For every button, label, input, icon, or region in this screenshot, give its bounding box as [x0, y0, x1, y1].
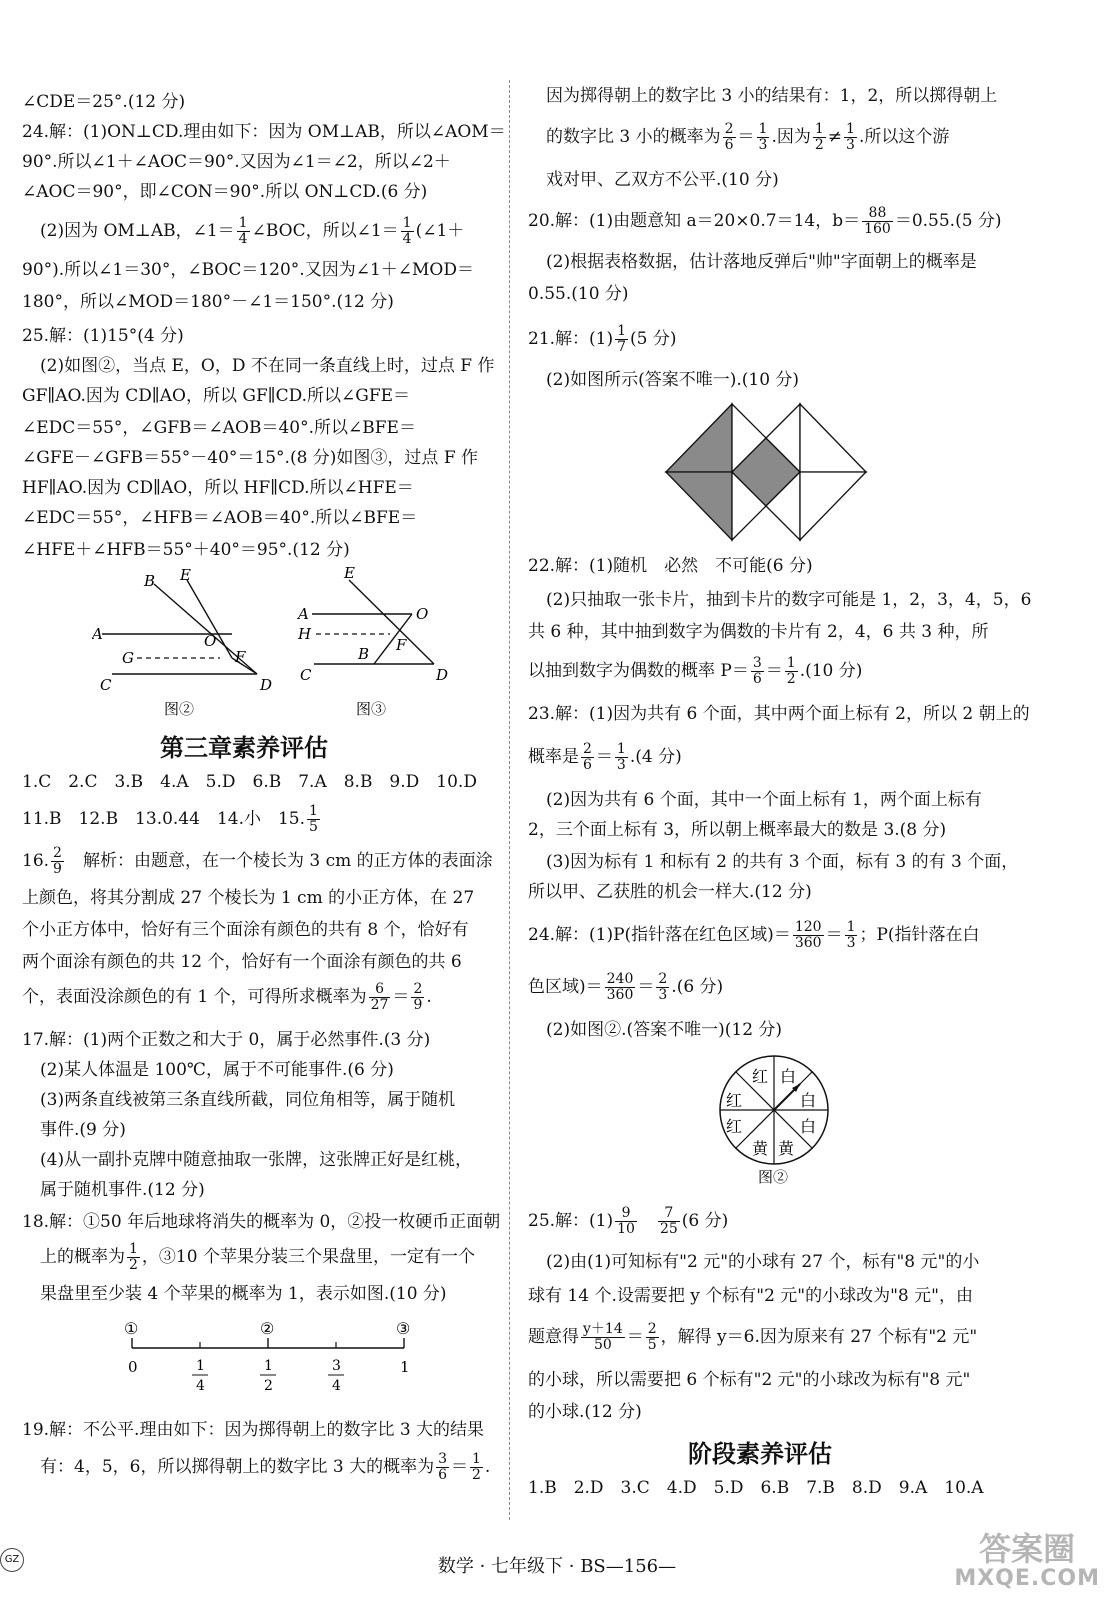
spinner-wheel: [714, 1050, 844, 1188]
fraction: $\frac{2}{3}$: [658, 971, 668, 1003]
q16-line: 个小正方体中，恰好有三个面涂有颜色的共有 8 个，恰好有: [22, 920, 469, 940]
fraction: $\frac{1}{3}$: [758, 121, 768, 153]
column-divider: [509, 80, 510, 1520]
q24-line: (2)因为 OM⊥AB，∠1＝ $\frac{1}{4}$ ∠BOC，所以∠1＝ $\frac{1}{4}$ (∠1＋: [40, 215, 465, 247]
q16-line: 16. $\frac{2}{9}$ 解析：由题意，在一个棱长为 3 cm 的正方体的表面涂: [22, 845, 493, 877]
fraction: $\frac{2}{5}$: [647, 1321, 657, 1353]
label-B: B: [144, 572, 156, 590]
q20-line: 20.解：(1)由题意知 a＝20×0.7＝14，b＝ $\frac{88}{160}$ ＝0.55.(5 分): [528, 205, 1002, 237]
q18-line: 果盘里至少装 4 个苹果的概率为 1，表示如图.(10 分): [40, 1284, 447, 1304]
fraction: $\frac{y+14}{50}$: [583, 1321, 623, 1353]
q25-line: (2)由(1)可知标有"2 元"的小球有 27 个，标有"8 元"的小: [546, 1252, 980, 1272]
q25-line: HF∥AO.因为 CD∥AO，所以 HF∥CD.所以∠HFE＝: [22, 478, 414, 498]
q24-line: 色区域)＝ $\frac{240}{360}$ ＝ $\frac{2}{3}$ .(6 分): [528, 971, 724, 1003]
fraction: $\frac{1}{2}$: [129, 1241, 138, 1273]
label-F: F: [235, 648, 246, 666]
q23-line: 23.解：(1)因为共有 6 个面，其中两个面上标有 2，所以 2 朝上的: [528, 704, 1030, 724]
fraction: $\frac{1}{3}$: [846, 121, 855, 153]
sector-label: 红: [726, 1117, 743, 1136]
q25-line: ∠HFE＋∠HFB＝55°＋40°＝95°.(12 分): [22, 540, 350, 560]
label-E: E: [180, 566, 191, 584]
answer-line: 1.B 2.D 3.C 4.D 5.D 6.B 7.B 8.D 9.A 10.A: [528, 1478, 984, 1498]
text-line: ∠CDE＝25°.(12 分): [22, 92, 186, 112]
q22-line: (2)只抽取一张卡片，抽到卡片的数字可能是 1，2，3，4，5，6: [546, 590, 1032, 610]
tick-label: 1: [400, 1358, 410, 1376]
label-O: O: [416, 605, 429, 623]
sector-label: 黄: [778, 1139, 795, 1158]
q25-line: ∠GFE－∠GFB＝55°－40°＝15°.(8 分)如图③，过点 F 作: [22, 448, 479, 468]
q25-line: 题意得 $\frac{y+14}{50}$ ＝ $\frac{2}{5}$ ，解得 y＝6.因为原来有 27 个标有"2 元": [528, 1321, 978, 1353]
fraction: $\frac{1}{3}$: [846, 919, 856, 951]
q17-line: (4)从一副扑克牌中随意抽取一张牌，这张牌正好是红桃，: [40, 1150, 473, 1170]
q16-line: 上颜色，将其分割成 27 个棱长为 1 cm 的小正方体，在 27: [22, 888, 475, 908]
q23-line: (2)因为共有 6 个面，其中一个面上标有 1，两个面上标有: [546, 790, 982, 810]
q23-line: 概率是 $\frac{2}{6}$ ＝ $\frac{1}{3}$ .(4 分): [528, 741, 682, 773]
fraction: $\frac{2}{9}$: [413, 981, 423, 1013]
number-line: [112, 1316, 422, 1408]
tick-label: 2: [264, 1378, 273, 1394]
q25-line: 25.解：(1) $\frac{9}{10}$ $\frac{7}{25}$ (6 分): [528, 1205, 729, 1237]
q25-line: (2)如图②，当点 E，O，D 不在同一条直线上时，过点 F 作: [40, 356, 495, 376]
shaded-diamond-figure: [662, 398, 882, 548]
tick-label: 4: [332, 1378, 341, 1394]
sector-label: 白: [780, 1067, 797, 1086]
label-C: C: [100, 676, 112, 694]
section-title: 第三章素养评估: [160, 734, 328, 762]
sector-label: 黄: [752, 1139, 769, 1158]
q25-line: ∠EDC＝55°，∠HFB＝∠AOB＝40°.所以∠BFE＝: [22, 508, 418, 528]
fraction: $\frac{9}{10}$: [617, 1205, 635, 1237]
label-H: H: [298, 625, 312, 643]
q17-line: 事件.(9 分): [40, 1120, 126, 1140]
tick-label: 4: [196, 1378, 205, 1394]
marker-2: ②: [260, 1319, 275, 1338]
q19-line: 19.解：不公平.理由如下：因为掷得朝上的数字比 3 大的结果: [22, 1420, 485, 1440]
tick-label: 1: [264, 1358, 273, 1374]
q22-line: 22.解：(1)随机 必然 不可能(6 分): [528, 556, 813, 576]
q22-line: 共 6 种，其中抽到数字为偶数的卡片有 2，4，6 共 3 种，所: [528, 622, 989, 642]
sector-label: 红: [752, 1067, 769, 1086]
label-C: C: [300, 666, 312, 684]
tick-label: 0: [128, 1358, 138, 1376]
fraction: $\frac{88}{160}$: [864, 205, 891, 237]
fraction: $\frac{1}{2}$: [472, 1451, 481, 1483]
fraction: $\frac{2}{6}$: [583, 741, 592, 773]
q19-line: 的数字比 3 小的概率为 $\frac{2}{6}$ ＝ $\frac{1}{3}$ .因为 $\frac{1}{2}$ ≠ $\frac{1}{3}$ .所以这个游: [546, 121, 950, 153]
q21-line: (2)如图所示(答案不唯一).(10 分): [546, 370, 800, 390]
fraction: $\frac{1}{3}$: [616, 741, 626, 773]
q23-line: 2，三个面上标有 3，所以朝上概率最大的数是 3.(8 分): [528, 820, 947, 840]
label-O: O: [204, 632, 217, 650]
label-G: G: [122, 649, 134, 667]
q25-line: 的小球.(12 分): [528, 1402, 642, 1422]
q17-line: (3)两条直线被第三条直线所截，同位角相等，属于随机: [40, 1090, 456, 1110]
fraction: $\frac{1}{4}$: [402, 215, 412, 247]
q24-line: 90°.所以∠1＋∠AOC＝90°.又因为∠1＝∠2，所以∠2＋: [22, 152, 451, 172]
fraction: $\frac{3}{6}$: [752, 655, 762, 687]
watermark: 答案圈 MXQE.COM: [954, 1530, 1100, 1591]
edition-badge: GZ: [0, 1548, 24, 1572]
label-F: F: [396, 636, 407, 654]
q24-line: 24.解：(1)ON⊥CD.理由如下：因为 OM⊥AB，所以∠AOM＝: [22, 122, 506, 142]
answer-line: 1.C 2.C 3.B 4.A 5.D 6.B 7.A 8.B 9.D 10.D: [22, 772, 477, 792]
q25-line: ∠EDC＝55°，∠GFB＝∠AOB＝40°.所以∠BFE＝: [22, 418, 416, 438]
figure-caption: 图③: [356, 700, 387, 716]
fraction: $\frac{2}{6}$: [724, 121, 734, 153]
label-D: D: [260, 676, 273, 694]
marker-3: ③: [396, 1319, 411, 1338]
figure-caption: 图②: [164, 700, 195, 716]
q17-line: 属于随机事件.(12 分): [40, 1180, 205, 1200]
tick-label: 3: [332, 1358, 341, 1374]
q25-line: GF∥AO.因为 CD∥AO，所以 GF∥CD.所以∠GFE＝: [22, 386, 411, 406]
q24-line: 24.解：(1)P(指针落在红色区域)＝ $\frac{120}{360}$ ＝ $\frac{1}{3}$ ；P(指针落在白: [528, 919, 980, 951]
fraction: $\frac{6}{27}$: [370, 981, 389, 1013]
q24-line: ∠AOC＝90°，即∠CON＝90°.所以 ON⊥CD.(6 分): [22, 182, 428, 202]
label-E: E: [344, 566, 355, 582]
label-B: B: [358, 645, 370, 663]
q17-line: (2)某人体温是 100℃，属于不可能事件.(6 分): [40, 1060, 394, 1080]
q19-line: 有：4，5，6，所以掷得朝上的数字比 3 大的概率为 $\frac{3}{6}$ ＝ $\frac{1}{2}$ .: [40, 1451, 491, 1483]
fraction: $\frac{1}{7}$: [617, 323, 627, 355]
q18-line: 上的概率为 $\frac{1}{2}$ ，③10 个苹果分装三个果盘里，一定有一个: [40, 1241, 475, 1273]
sector-label: 白: [800, 1117, 817, 1136]
q20-line: (2)根据表格数据，估计落地反弹后"帅"字面朝上的概率是: [546, 252, 977, 272]
q20-line: 0.55.(10 分): [528, 284, 629, 304]
q25-line: 25.解：(1)15°(4 分): [22, 326, 184, 346]
fraction: $\frac{240}{360}$: [606, 971, 634, 1003]
fraction: $\frac{1}{4}$: [238, 215, 248, 247]
fraction: $\frac{2}{9}$: [53, 845, 62, 877]
fraction: $\frac{1}{5}$: [309, 803, 318, 835]
q16-line: 个，表面没涂颜色的有 1 个，可得所求概率为 $\frac{6}{27}$ ＝ $\frac{2}{9}$ .: [22, 981, 432, 1013]
figure-caption: 图②: [758, 1168, 789, 1186]
fraction: $\frac{1}{2}$: [814, 121, 824, 153]
marker-1: ①: [124, 1319, 139, 1338]
label-A: A: [92, 625, 103, 643]
fraction: $\frac{3}{6}$: [438, 1451, 447, 1483]
q25-line: 的小球，所以需要把 6 个标有"2 元"的小球改为标有"8 元": [528, 1370, 971, 1390]
sector-label: 红: [726, 1091, 743, 1110]
q17-line: 17.解：(1)两个正数之和大于 0，属于必然事件.(3 分): [22, 1030, 431, 1050]
q22-line: 以抽到数字为偶数的概率 P＝ $\frac{3}{6}$ ＝ $\frac{1}{2}$ .(10 分): [528, 655, 863, 687]
q21-line: 21.解：(1) $\frac{1}{7}$ (5 分): [528, 323, 677, 355]
label-A: A: [298, 605, 309, 623]
tick-label: 1: [196, 1358, 205, 1374]
page-footer: 数学 · 七年级下 · BS—156—: [437, 1556, 677, 1577]
fraction: $\frac{1}{2}$: [786, 655, 796, 687]
q24-line: 180°，所以∠MOD＝180°－∠1＝150°.(12 分): [22, 292, 394, 312]
q25-line: 球有 14 个.设需要把 y 个标有"2 元"的小球改为"8 元"，由: [528, 1286, 973, 1306]
q19-line: 因为掷得朝上的数字比 3 小的结果有：1，2，所以掷得朝上: [546, 86, 998, 106]
label-D: D: [436, 666, 449, 684]
fraction: $\frac{7}{25}$: [659, 1205, 678, 1237]
figure-2: [92, 566, 282, 716]
q23-line: 所以甲、乙获胜的机会一样大.(12 分): [528, 882, 812, 902]
fraction: $\frac{120}{360}$: [794, 919, 822, 951]
q18-line: 18.解：①50 年后地球将消失的概率为 0，②投一枚硬币正面朝: [22, 1212, 501, 1232]
q16-line: 两个面涂有颜色的共 12 个，恰好有一个面涂有颜色的共 6: [22, 952, 462, 972]
q19-line: 戏对甲、乙双方不公平.(10 分): [546, 170, 779, 190]
figure-3: [294, 566, 464, 716]
q23-line: (3)因为标有 1 和标有 2 的共有 3 个面，标有 3 的有 3 个面，: [546, 852, 1019, 872]
answer-line: 11.B 12.B 13.0.44 14.小 15. $\frac{1}{5}$: [22, 803, 318, 835]
q24-line: 90°).所以∠1＝30°，∠BOC＝120°.又因为∠1＋∠MOD＝: [22, 260, 474, 280]
sector-label: 白: [800, 1091, 817, 1110]
section-title: 阶段素养评估: [688, 1440, 832, 1468]
q24-line: (2)如图②.(答案不唯一)(12 分): [546, 1020, 783, 1040]
